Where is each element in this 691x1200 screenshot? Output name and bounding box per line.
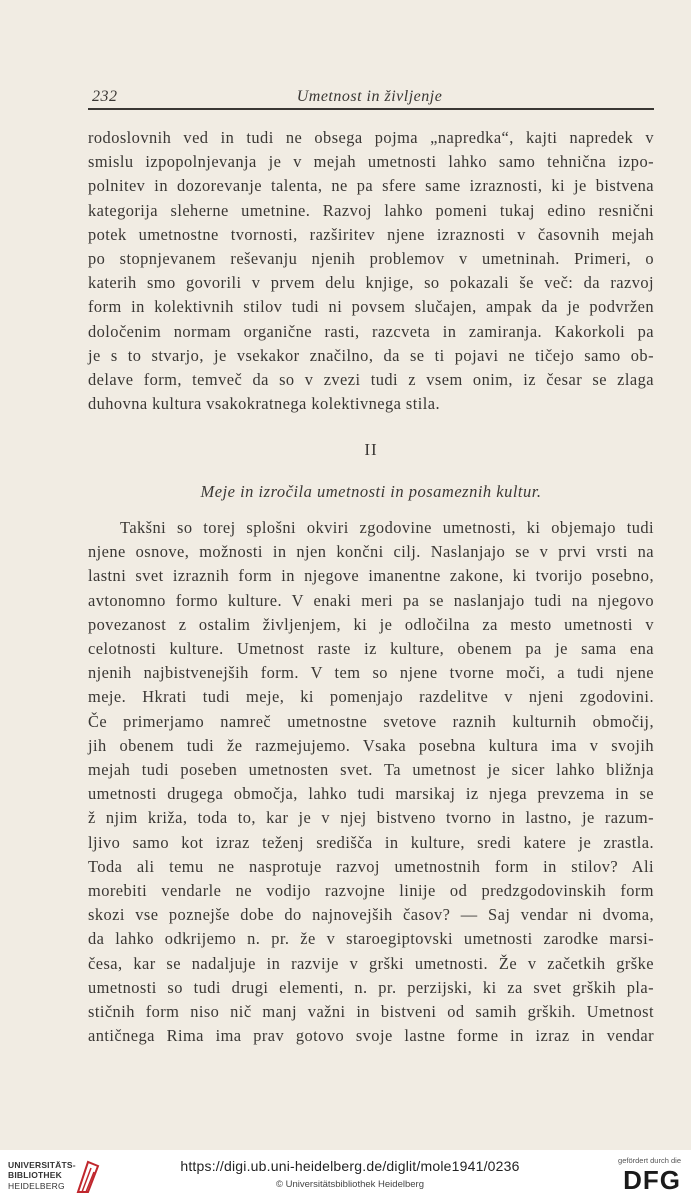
copyright-notice: © Universitätsbibliothek Heidelberg xyxy=(276,1179,424,1190)
paragraph-1 xyxy=(88,126,654,416)
permalink[interactable]: https://digi.ub.uni-heidelberg.de/diglit/mole1941/0236 xyxy=(180,1158,520,1174)
text-line: potek umetnostne tvornosti, razširitev njene izraznosti v časovnih mejah xyxy=(88,224,654,244)
page-number: 232 xyxy=(92,88,118,105)
running-head xyxy=(88,86,651,108)
text-line: Toda ali temu ne nasprotuje razvoj umetnostnih form in stilov? Ali xyxy=(88,856,654,876)
text-line: določenim normam organične rasti, razcveta in zamiranja. Kakorkoli pa xyxy=(88,321,654,341)
text-line: jih obenem tudi že razmejujemo. Vsaka posebna kultura ima v svojih xyxy=(88,735,654,755)
paragraph-2 xyxy=(88,516,654,1048)
text-line: po stopnjevanem reševanju njenih problemov v umetninah. Primeri, o xyxy=(88,249,654,269)
text-line: njenih najbistvenejših form. V tem so njene tvorne moči, a tudi njene xyxy=(88,663,654,683)
library-name-line-2: BIBLIOTHEK xyxy=(8,1170,62,1180)
text-line: umetnosti so tudi drugi elementi, n. pr. perzijski, ki za svet grških pla- xyxy=(88,977,654,997)
text-line: je s to stvarjo, je vsekakor značilno, da se ti pojavi ne tičejo samo ob- xyxy=(88,345,654,365)
viewer-footer xyxy=(0,1150,691,1200)
text-line: ž njim križa, toda to, kar je v njej bistveno tvorno in lastno, je razum- xyxy=(88,808,654,828)
text-line: Takšni so torej splošni okviri zgodovine umetnosti, ki objemajo tudi xyxy=(120,518,654,537)
text-line: ljivo samo kot izraz teženj središča in kulture, sredi katere je zrastla. xyxy=(88,832,654,852)
text-line: antičnega Rima ima prav gotovo svoje lastne forme in izraz in vendar xyxy=(88,1026,654,1046)
section-title: Meje in izročila umetnosti in posameznih kultur. xyxy=(200,482,542,501)
text-line: da lahko odkrijemo n. pr. že v staroegiptovski umetnosti zarodke marsi- xyxy=(88,929,654,949)
text-line: morebiti vendarle ne vodijo razvojne linije od predzgodovinskih form xyxy=(88,881,654,901)
text-line: avtonomno formo kulture. V enaki meri pa se naslanjajo tudi na njegovo xyxy=(88,590,654,610)
running-title: Umetnost in življenje xyxy=(296,88,443,105)
text-line: lastni svet izraznih form in njegove imanentne zakone, ki tvorijo posebno, xyxy=(88,566,654,586)
text-line: Če primerjamo namreč umetnostne svetove raznih kulturnih območij, xyxy=(88,711,654,731)
dfg-logo[interactable]: DFG xyxy=(623,1165,681,1195)
text-line: stičnih form niso nič manj važni in bistveni od samih grških. Umetnost xyxy=(88,1002,654,1022)
section-number: II xyxy=(364,440,378,459)
text-line: form in kolektivnih stilov tudi ni povsem slučajen, ampak da je podvržen xyxy=(88,297,654,317)
text-line: celotnosti kulture. Umetnost raste iz kulture, obenem pa je sama ena xyxy=(88,639,654,659)
text-line: meje. Hkrati tudi meje, ki pomenjajo razdelitve v njeni zgodovini. xyxy=(88,687,654,707)
text-line: umetnosti drugega območja, lahko tudi marsikaj iz njega prevzema in se xyxy=(88,784,654,804)
text-line: delave form, temveč da so v zvezi tudi z vsem onim, iz česar se zlaga xyxy=(88,370,654,390)
library-logo-icon xyxy=(72,1158,102,1194)
text-line: katerih smo govorili v prvem delu knjige, so pokazali še več: da razvoj xyxy=(88,273,654,293)
text-line: njene osnove, možnosti in njen končni cilj. Naslanjajo se v prvi vrsti na xyxy=(88,542,654,562)
text-line: duhovna kultura vsakokratnega kolektivnega stila. xyxy=(88,394,441,414)
header-rule xyxy=(88,108,654,110)
text-line: mejah tudi poseben umetnosten svet. Ta umetnost je sicer lahko bližnja xyxy=(88,760,654,780)
text-line: povezanost z ostalim življenjem, ki je odločilna za mesto umetnosti v xyxy=(88,614,654,634)
library-logo[interactable] xyxy=(8,1158,104,1196)
text-line: polnitev in dozorevanje talenta, ne pa sfere same izraznosti, ki je bistvena xyxy=(88,176,654,196)
text-line: kategorija sleherne umetnine. Razvoj lahko pomeni tukaj edino resnični xyxy=(88,200,654,220)
text-line: smislu izpopolnjevanja je v mejah umetnosti lahko samo tehnična izpo- xyxy=(88,152,654,172)
library-name-line-1: UNIVERSITÄTS- xyxy=(8,1160,76,1170)
text-line: skozi vse poznejše dobe do najnovejših časov? — Saj vendar ni dvoma, xyxy=(88,905,654,925)
library-name-line-3: HEIDELBERG xyxy=(8,1181,65,1191)
text-line: rodoslovnih ved in tudi ne obsega pojma „napredka“, kajti napredek v xyxy=(88,128,654,147)
text-line: česa, kar se nadaljuje in razvije v grški umetnosti. Že v začetkih grške xyxy=(88,953,654,973)
funding-note: gefördert durch die xyxy=(618,1156,681,1165)
